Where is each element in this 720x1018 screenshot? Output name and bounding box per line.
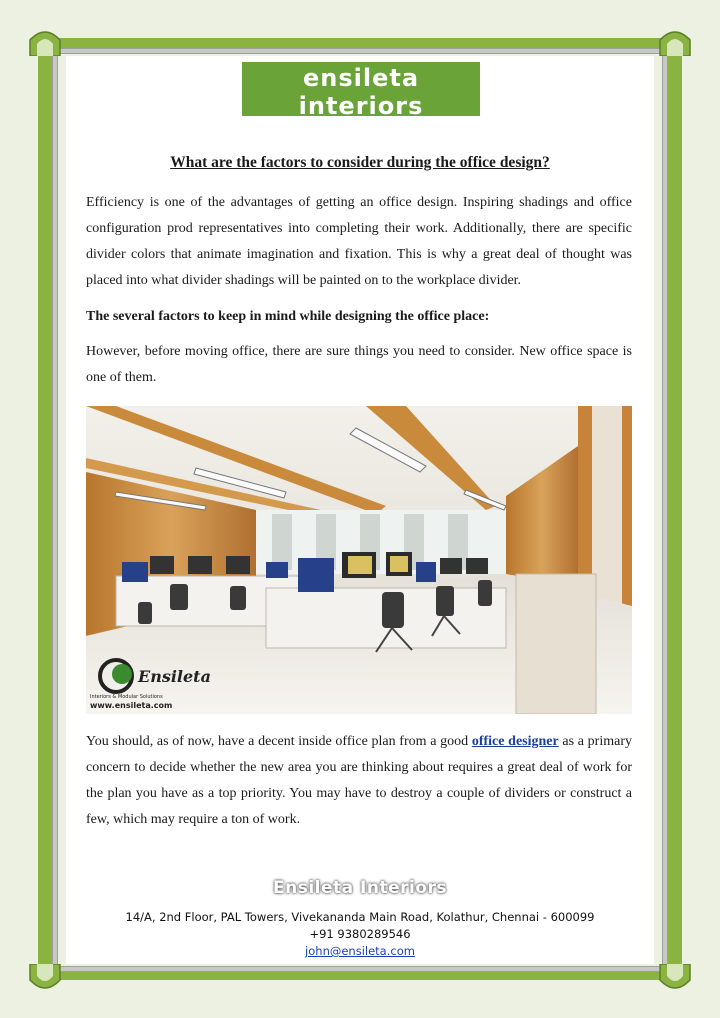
paragraph-2: However, before moving office, there are sure things you need to consider. New office space is one of them. xyxy=(86,344,632,385)
logo-tagline: Turnkey Office Interior Decorators xyxy=(252,121,470,147)
footer-phone: +91 9380289546 xyxy=(309,927,411,941)
brand-logo xyxy=(242,62,480,146)
paragraph-1: Efficiency is one of the advantages of getting an office design. Inspiring shadings and office configuration prod representatives into completing their work. Additionally, there are specific divider colors that animate imagination and fixation. This is why a great deal of thought was placed into what divider shadings will be painted on to the workplace divider. xyxy=(86,195,632,288)
paragraph-3-text: You should, as of now, have a decent inside office plan from a good xyxy=(86,734,472,749)
frame-bottom-rail xyxy=(40,966,682,972)
subheading: The several factors to keep in mind while designing the office place: xyxy=(86,309,490,324)
frame-left-rail xyxy=(52,50,58,970)
document-page xyxy=(66,56,654,964)
frame-top-rail xyxy=(40,48,682,54)
photo-watermark-brand: Ensileta xyxy=(138,667,211,686)
paragraph-3 xyxy=(86,729,632,833)
corner-ornament-icon xyxy=(28,26,62,56)
paragraph-3-text-end: as a primary concern to decide whether the new area you are thinking about requires a great deal of work for the plan you have as a top priority. You may have to destroy a couple of dividers or construct a few, which may require a ton of work. xyxy=(86,734,632,827)
article-heading: What are the factors to consider during the office design? xyxy=(170,154,550,171)
frame-right-rail xyxy=(662,50,668,970)
photo-watermark-url: www.ensileta.com xyxy=(90,701,173,710)
logo-name: ensileta interiors xyxy=(298,64,424,120)
frame-right-bar xyxy=(668,38,682,980)
footer-company: Ensileta Interiors xyxy=(272,878,447,898)
footer-email-link[interactable]: john@ensileta.com xyxy=(305,944,415,958)
office-designer-link[interactable]: office designer xyxy=(471,734,559,749)
office-interior-photo xyxy=(86,406,632,714)
photo-watermark-sub: Interiors & Modular Solutions xyxy=(90,694,163,700)
corner-ornament-icon xyxy=(658,26,692,56)
footer-address: 14/A, 2nd Floor, PAL Towers, Vivekananda Main Road, Kolathur, Chennai - 600099 xyxy=(125,910,595,924)
frame-left-bar xyxy=(38,38,52,980)
corner-ornament-icon xyxy=(658,964,692,994)
corner-ornament-icon xyxy=(28,964,62,994)
